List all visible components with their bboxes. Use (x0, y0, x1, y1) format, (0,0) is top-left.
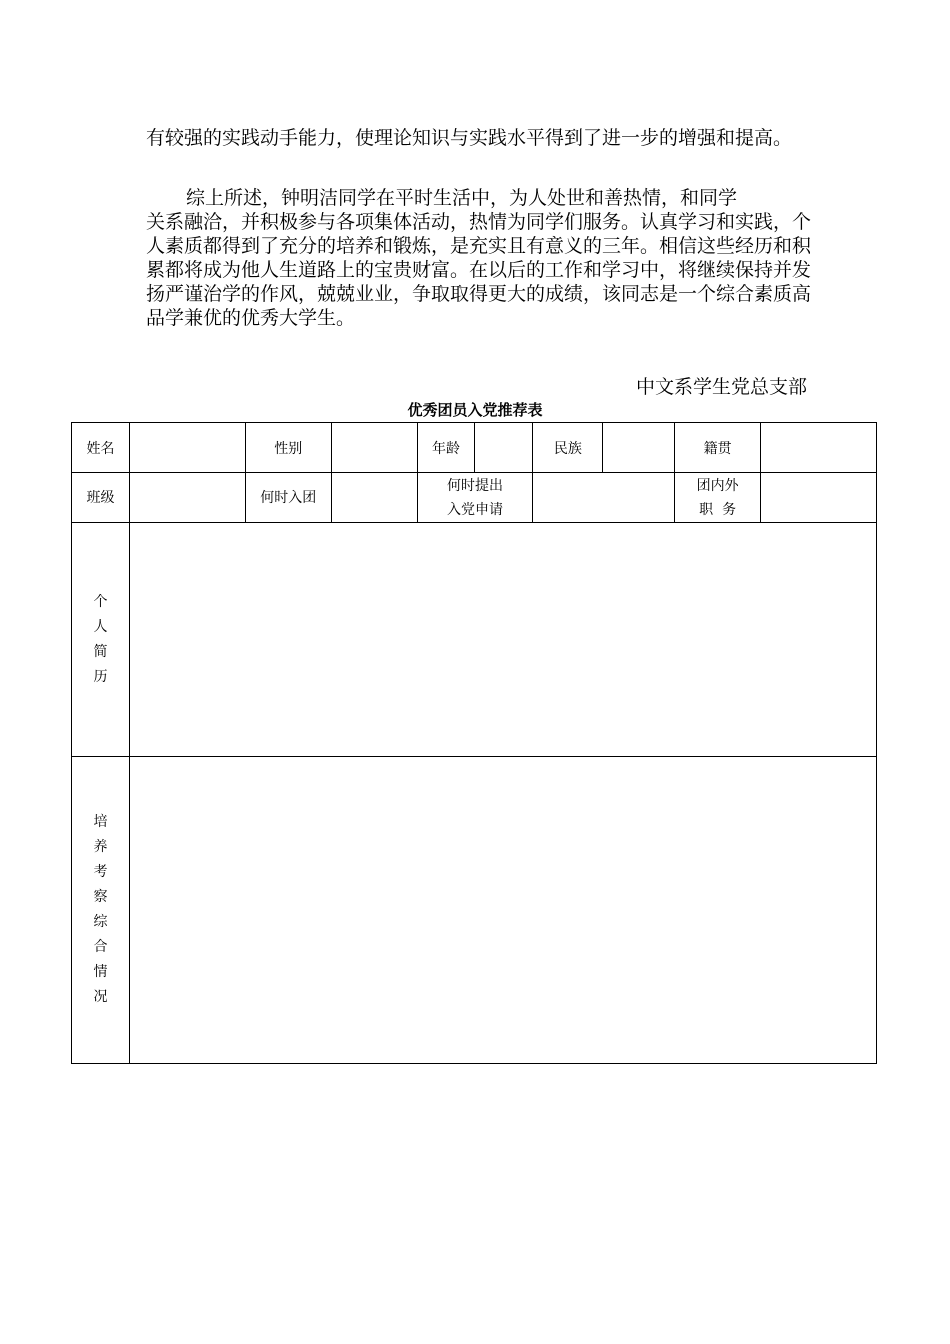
apply-party-label-line-2: 入党申请 (446, 501, 503, 518)
ethnicity-field[interactable] (603, 423, 675, 473)
position-label-line-2: 职 务 (699, 501, 737, 518)
apply-party-label (417, 473, 533, 523)
evaluation-field[interactable] (129, 757, 876, 1064)
paragraph-2 (146, 186, 818, 330)
evaluation-label-char: 考 (93, 864, 108, 880)
evaluation-label-char: 情 (93, 964, 108, 980)
apply-party-field[interactable] (533, 473, 675, 523)
origin-label: 籍贯 (675, 423, 761, 473)
recommendation-form (71, 422, 877, 1064)
evaluation-label-char: 合 (93, 939, 108, 955)
join-league-label: 何时入团 (245, 473, 331, 523)
age-field[interactable] (475, 423, 533, 473)
class-field[interactable] (129, 473, 245, 523)
name-field[interactable] (129, 423, 245, 473)
form-title: 优秀团员入党推荐表 (407, 401, 543, 419)
position-label (675, 473, 761, 523)
resume-label-char: 简 (93, 643, 108, 660)
origin-field[interactable] (761, 423, 877, 473)
resume-label-char: 历 (93, 668, 108, 685)
age-label: 年龄 (417, 423, 475, 473)
resume-field[interactable] (129, 523, 876, 757)
resume-label-char: 个 (93, 593, 108, 610)
position-label-line-1: 团内外 (696, 477, 739, 494)
evaluation-label-char: 况 (93, 989, 108, 1005)
signature: 中文系学生党总支部 (635, 376, 807, 398)
evaluation-label-char: 察 (93, 889, 108, 905)
resume-label (72, 523, 130, 757)
name-label: 姓名 (72, 423, 130, 473)
resume-label-char: 人 (93, 618, 108, 635)
paragraph-1: 有较强的实践动手能力，使理论知识与实践水平得到了进一步的增强和提高。 (146, 127, 793, 149)
join-league-field[interactable] (331, 473, 417, 523)
gender-field[interactable] (331, 423, 417, 473)
evaluation-label-char: 综 (93, 914, 108, 930)
ethnicity-label: 民族 (533, 423, 603, 473)
apply-party-label-line-1: 何时提出 (446, 477, 503, 494)
evaluation-label-char: 培 (93, 814, 108, 830)
paragraph-2-line-1: 综上所述，钟明洁同学在平时生活中，为人处世和善热情，和同学 (186, 187, 738, 209)
position-field[interactable] (761, 473, 877, 523)
gender-label: 性别 (245, 423, 331, 473)
class-label: 班级 (72, 473, 130, 523)
evaluation-label-char: 养 (93, 839, 108, 855)
paragraph-2-rest: 关系融洽，并积极参与各项集体活动，热情为同学们服务。认真学习和实践，个人素质都得到了充分的培养和锻炼，是充实且有意义的三年。相信这些经历和积累都将成为他人生道路上的宝贵财富。在以后的工作和学习中，将继续保持并发扬严谨治学的作风，兢兢业业，争取取得更大的成绩，该同志是一个综合素质高品学兼优的优秀大学生。 (146, 211, 812, 329)
evaluation-label (72, 757, 130, 1064)
